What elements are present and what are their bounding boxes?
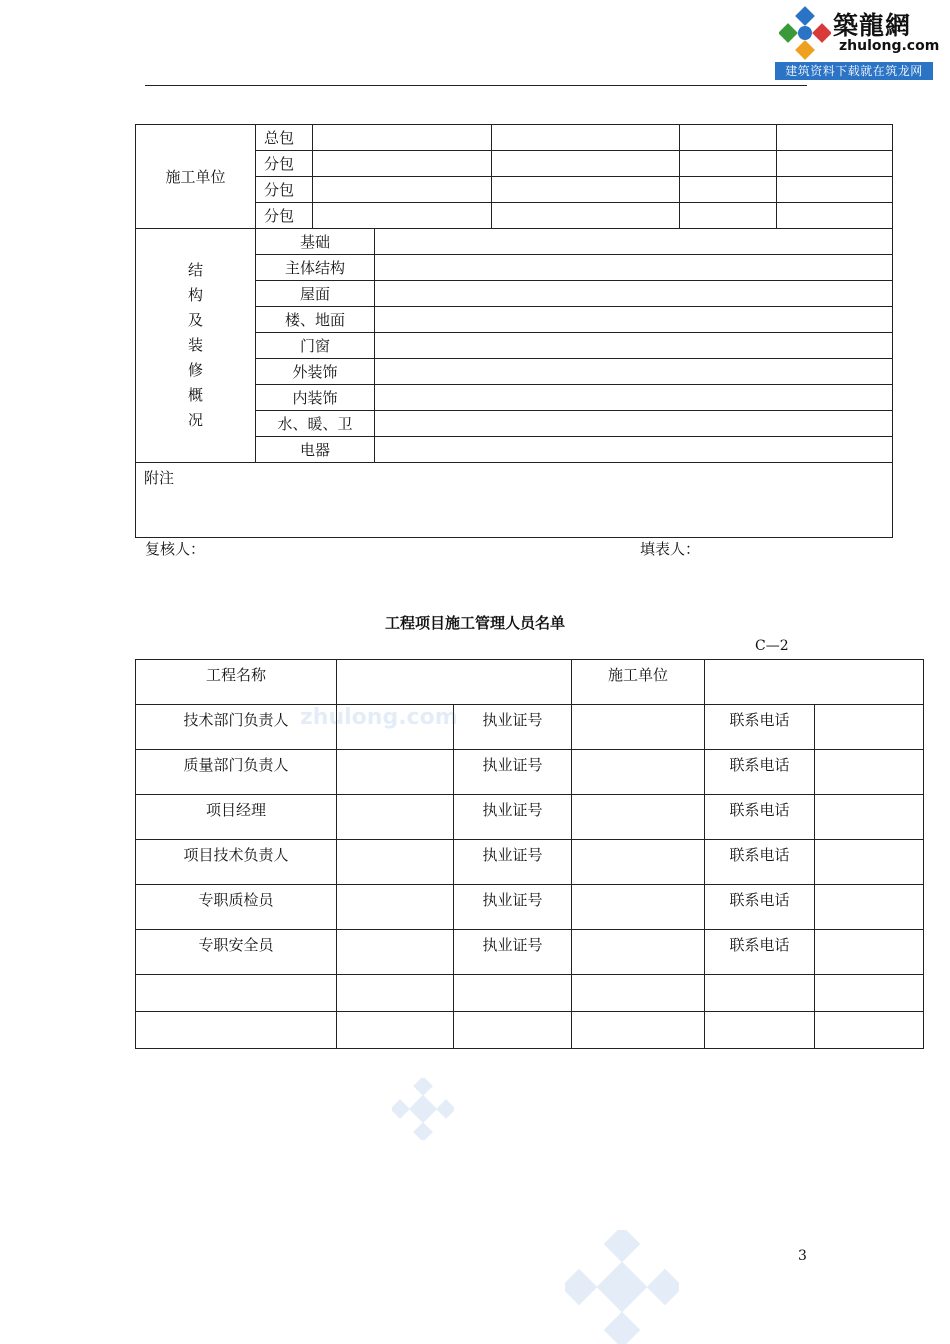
structure-item-value[interactable] xyxy=(375,437,893,463)
structure-overview-label xyxy=(136,229,256,463)
staff-row xyxy=(136,930,924,975)
role-label: 技术部门负责人 xyxy=(136,705,337,750)
phone-cell[interactable] xyxy=(815,705,924,750)
blank-cell[interactable] xyxy=(454,975,572,1012)
name-cell[interactable] xyxy=(337,885,454,930)
phone-cell[interactable] xyxy=(815,750,924,795)
filler-label: 填表人： xyxy=(640,540,701,558)
blank-cell[interactable] xyxy=(815,975,924,1012)
blank-cell[interactable] xyxy=(815,1012,924,1049)
structure-label-char: 结 xyxy=(187,261,203,279)
staff-row xyxy=(136,705,924,750)
zhulong-logo xyxy=(775,4,940,80)
cert-cell[interactable] xyxy=(572,795,705,840)
structure-row xyxy=(136,229,893,255)
structure-item-value[interactable] xyxy=(375,385,893,411)
staff-row xyxy=(136,840,924,885)
phone-label: 联系电话 xyxy=(705,930,815,975)
unit-type-label: 分包 xyxy=(256,151,313,177)
blank-cell[interactable] xyxy=(705,1012,815,1049)
phone-cell[interactable] xyxy=(815,930,924,975)
unit-cell[interactable] xyxy=(680,125,777,151)
unit-type-label: 分包 xyxy=(256,177,313,203)
structure-item-value[interactable] xyxy=(375,333,893,359)
name-cell[interactable] xyxy=(337,840,454,885)
unit-cell[interactable] xyxy=(492,125,680,151)
role-label: 项目经理 xyxy=(136,795,337,840)
remark-row xyxy=(136,463,893,538)
header-rule xyxy=(145,85,807,86)
flower-logo-icon xyxy=(779,6,831,60)
structure-item-label: 屋面 xyxy=(256,281,375,307)
unit-cell[interactable] xyxy=(492,203,680,229)
cert-label: 执业证号 xyxy=(454,885,572,930)
structure-item-label: 内装饰 xyxy=(256,385,375,411)
structure-item-value[interactable] xyxy=(375,255,893,281)
phone-cell[interactable] xyxy=(815,885,924,930)
cert-cell[interactable] xyxy=(572,885,705,930)
project-name-value[interactable] xyxy=(337,660,572,705)
structure-label-char: 构 xyxy=(187,286,203,304)
unit-cell[interactable] xyxy=(492,151,680,177)
blank-cell[interactable] xyxy=(337,1012,454,1049)
unit-cell[interactable] xyxy=(777,177,893,203)
structure-label-char: 装 xyxy=(187,336,203,354)
unit-cell[interactable] xyxy=(777,203,893,229)
blank-cell[interactable] xyxy=(136,1012,337,1049)
cert-label: 执业证号 xyxy=(454,750,572,795)
staff-list-title: 工程项目施工管理人员名单 xyxy=(384,614,565,632)
form-code: C—2 xyxy=(755,638,789,654)
structure-label-char: 概 xyxy=(187,386,203,404)
structure-item-label: 基础 xyxy=(256,229,375,255)
phone-label: 联系电话 xyxy=(705,885,815,930)
blank-cell[interactable] xyxy=(572,975,705,1012)
unit-cell[interactable] xyxy=(777,151,893,177)
structure-item-value[interactable] xyxy=(375,359,893,385)
staff-row xyxy=(136,885,924,930)
remark-field[interactable]: 附注 xyxy=(136,463,893,538)
unit-cell[interactable] xyxy=(680,151,777,177)
unit-cell[interactable] xyxy=(680,203,777,229)
cert-label: 执业证号 xyxy=(454,930,572,975)
role-label: 专职质检员 xyxy=(136,885,337,930)
name-cell[interactable] xyxy=(337,795,454,840)
structure-item-value[interactable] xyxy=(375,307,893,333)
name-cell[interactable] xyxy=(337,750,454,795)
logo-domain: zhulong.com xyxy=(839,38,940,54)
unit-cell[interactable] xyxy=(313,125,492,151)
structure-item-value[interactable] xyxy=(375,281,893,307)
unit-label: 施工单位 xyxy=(136,125,256,229)
blank-cell[interactable] xyxy=(454,1012,572,1049)
phone-label: 联系电话 xyxy=(705,840,815,885)
staff-row xyxy=(136,750,924,795)
name-cell[interactable] xyxy=(337,930,454,975)
blank-cell[interactable] xyxy=(572,1012,705,1049)
role-label: 项目技术负责人 xyxy=(136,840,337,885)
structure-item-label: 外装饰 xyxy=(256,359,375,385)
phone-cell[interactable] xyxy=(815,795,924,840)
phone-label: 联系电话 xyxy=(705,750,815,795)
phone-label: 联系电话 xyxy=(705,795,815,840)
reviewer-label: 复核人： xyxy=(145,540,206,558)
project-name-label: 工程名称 xyxy=(136,660,337,705)
cert-label: 执业证号 xyxy=(454,840,572,885)
blank-row xyxy=(136,975,924,1012)
blank-cell[interactable] xyxy=(136,975,337,1012)
logo-chinese-name: 築龍網 xyxy=(833,11,912,40)
cert-label: 执业证号 xyxy=(454,705,572,750)
blank-cell[interactable] xyxy=(337,975,454,1012)
unit-cell[interactable] xyxy=(777,125,893,151)
role-label: 专职安全员 xyxy=(136,930,337,975)
staff-list-table xyxy=(135,659,924,1049)
unit-cell[interactable] xyxy=(313,177,492,203)
unit-row xyxy=(136,125,893,151)
unit-cell[interactable] xyxy=(313,203,492,229)
contractor-label: 施工单位 xyxy=(572,660,705,705)
cert-label: 执业证号 xyxy=(454,795,572,840)
phone-cell[interactable] xyxy=(815,840,924,885)
structure-item-label: 楼、地面 xyxy=(256,307,375,333)
structure-label-char: 况 xyxy=(187,411,203,429)
unit-type-label: 总包 xyxy=(256,125,313,151)
phone-label: 联系电话 xyxy=(705,705,815,750)
contractor-value[interactable] xyxy=(705,660,924,705)
watermark-flower-icon xyxy=(392,1078,454,1140)
structure-item-label: 主体结构 xyxy=(256,255,375,281)
blank-cell[interactable] xyxy=(705,975,815,1012)
watermark-text: zhulong.com xyxy=(300,705,458,730)
structure-label-char: 及 xyxy=(187,311,203,329)
structure-item-label: 电器 xyxy=(256,437,375,463)
cert-cell[interactable] xyxy=(572,750,705,795)
cert-cell[interactable] xyxy=(572,930,705,975)
page-number: 3 xyxy=(798,1248,807,1264)
role-label: 质量部门负责人 xyxy=(136,750,337,795)
unit-cell[interactable] xyxy=(680,177,777,203)
structure-item-label: 门窗 xyxy=(256,333,375,359)
blank-row xyxy=(136,1012,924,1049)
structure-item-value[interactable] xyxy=(375,411,893,437)
structure-item-value[interactable] xyxy=(375,229,893,255)
logo-slogan: 建筑资料下载就在筑龙网 xyxy=(775,62,933,80)
structure-item-label: 水、暖、卫 xyxy=(256,411,375,437)
project-row xyxy=(136,660,924,705)
structure-label-char: 修 xyxy=(187,361,203,379)
staff-row xyxy=(136,795,924,840)
cert-cell[interactable] xyxy=(572,705,705,750)
project-overview-table xyxy=(135,124,893,538)
cert-cell[interactable] xyxy=(572,840,705,885)
unit-cell[interactable] xyxy=(492,177,680,203)
watermark-flower-icon xyxy=(565,1230,679,1344)
unit-cell[interactable] xyxy=(313,151,492,177)
unit-type-label: 分包 xyxy=(256,203,313,229)
